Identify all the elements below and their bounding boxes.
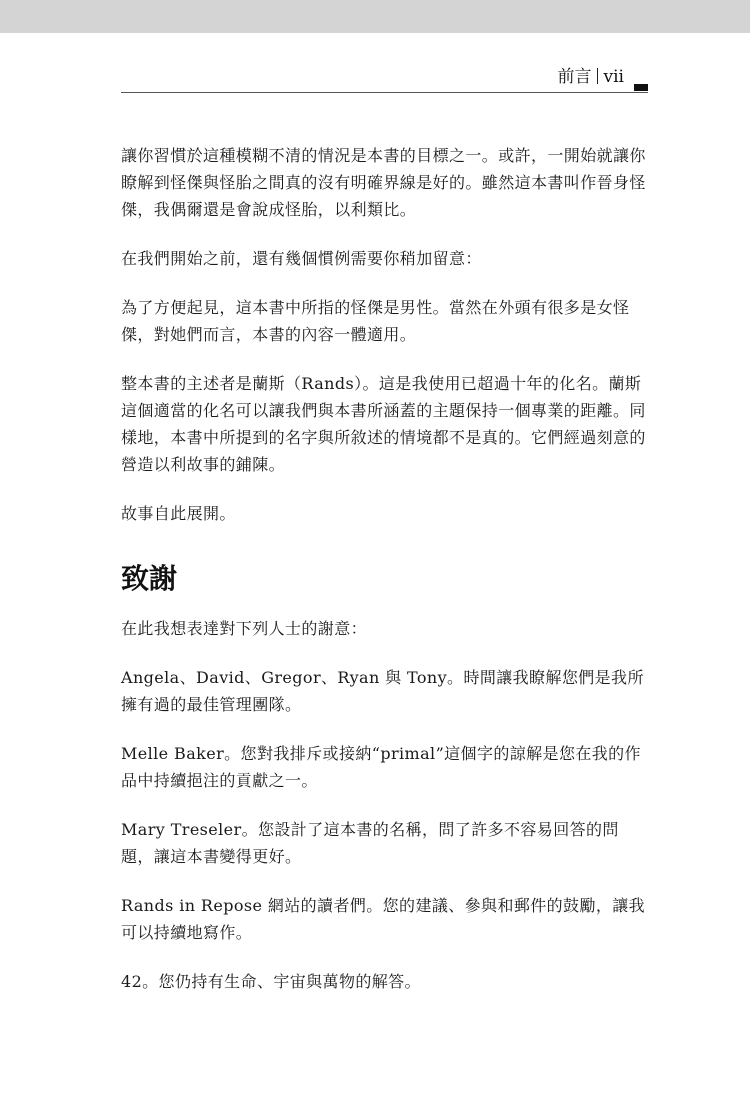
paragraph-thanks-management-team: Angela、David、Gregor、Ryan 與 Tony。時間讓我瞭解您們是我所擁有過的最佳管理團隊。: [121, 668, 644, 714]
paragraph-thanks-mary-treseler: Mary Treseler。您設計了這本書的名稱，問了許多不容易回答的問題，讓這本書變得更好。: [121, 820, 619, 866]
paragraph-thanks-readers: Rands in Repose 網站的讀者們。您的建議、參與和郵件的鼓勵，讓我可以持續地寫作。: [121, 896, 646, 942]
paragraph-gender-convention: 為了方便起見，這本書中所指的怪傑是男性。當然在外頭有很多是女怪傑，對她們而言，本書的內容一體適用。: [121, 298, 630, 344]
page-body: [121, 142, 651, 1017]
paragraph-story-begins: 故事自此展開。: [121, 504, 236, 523]
running-head: [121, 62, 648, 93]
page-edge-marker: [634, 84, 648, 91]
paragraph-thanks-melle-baker: Melle Baker。您對我排斥或接納“primal”這個字的諒解是您在我的作品中持續挹注的貢獻之一。: [121, 744, 641, 790]
running-head-text: [558, 66, 624, 88]
paragraph-narrator-rands: 整本書的主述者是蘭斯（Rands）。這是我使用已超過十年的化名。蘭斯這個適當的化名可以讓我們與本書所涵蓋的主題保持一個專業的距離。同樣地，本書中所提到的名字與所敘述的情境都不是真的。它們經過刻意的營造以利故事的鋪陳。: [121, 374, 646, 474]
paragraph-ambiguity-goal: 讓你習慣於這種模糊不清的情況是本書的目標之一。或許，一開始就讓你瞭解到怪傑與怪胎之間真的沒有明確界線是好的。雖然這本書叫作晉身怪傑，我偶爾還是會說成怪胎，以利類比。: [121, 146, 646, 219]
page-number: vii: [603, 67, 624, 87]
paragraph-conventions-intro: 在我們開始之前，還有幾個慣例需要你稍加留意：: [121, 249, 482, 268]
acknowledgments-heading: 致謝: [121, 562, 178, 595]
paragraph-thanks-intro: 在此我想表達對下列人士的謝意：: [121, 619, 368, 638]
running-head-separator: [597, 68, 598, 84]
top-gray-bar: [0, 0, 750, 33]
paragraph-thanks-42: 42。您仍持有生命、宇宙與萬物的解答。: [121, 972, 421, 991]
running-head-title: 前言: [557, 67, 592, 87]
